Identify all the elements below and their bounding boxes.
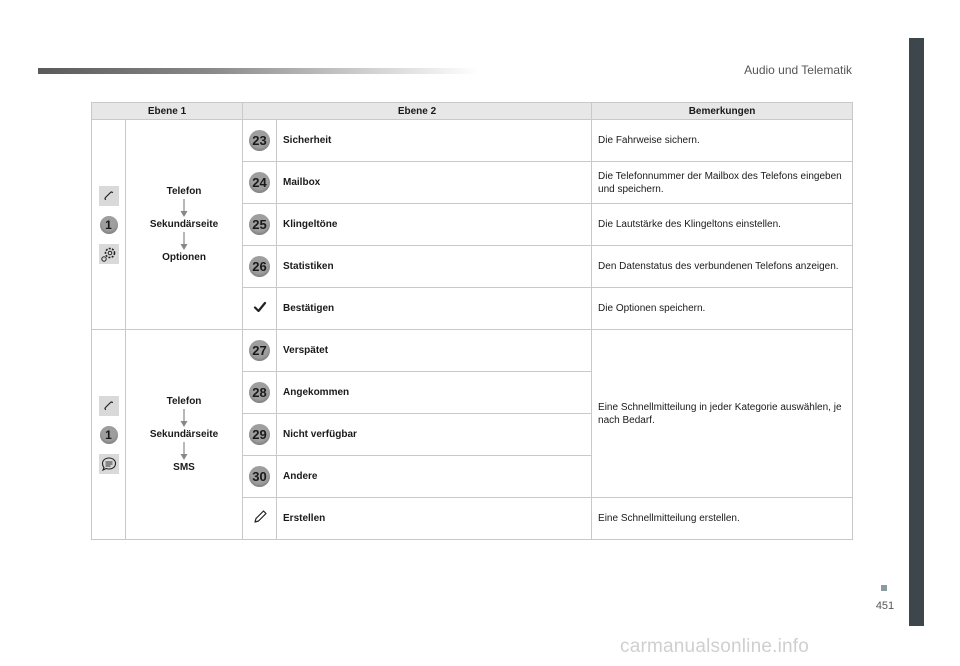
phone-icon — [99, 186, 119, 206]
menu-item-label: Andere — [277, 456, 592, 498]
menu-item-remark: Die Fahrweise sichern. — [592, 120, 853, 162]
settings-gear-icon — [99, 244, 119, 264]
path-step-sekundaerseite: Sekundärseite — [149, 219, 219, 230]
menu-number-badge: 25 — [249, 214, 270, 235]
table-row — [92, 120, 853, 162]
menu-item-remark: Den Datenstatus des verbundenen Telefons anzeigen. — [592, 246, 853, 288]
path-step-sekundaerseite: Sekundärseite — [149, 429, 219, 440]
menu-item-label: Statistiken — [277, 246, 592, 288]
menu-item-label: Sicherheit — [277, 120, 592, 162]
level1-icons-options — [92, 120, 126, 330]
menu-item-label: Bestätigen — [277, 288, 592, 330]
path-step-sms: SMS — [173, 462, 195, 473]
section-title: Audio und Telematik — [744, 63, 852, 77]
header-gradient-bar — [38, 68, 478, 74]
level1-icons-sms — [92, 330, 126, 540]
arrow-down-icon — [179, 407, 189, 429]
menu-number-badge: 28 — [249, 382, 270, 403]
phone-icon — [99, 396, 119, 416]
menu-path-options — [126, 120, 243, 330]
path-step-telefon: Telefon — [166, 396, 202, 407]
column-header-ebene1: Ebene 1 — [92, 103, 243, 120]
menu-table — [91, 102, 853, 540]
menu-item-remark-shared: Eine Schnellmitteilung in jeder Kategorie auswählen, je nach Bedarf. — [592, 330, 853, 498]
side-tab-strip — [909, 38, 924, 626]
menu-number-badge: 26 — [249, 256, 270, 277]
menu-item-remark: Die Optionen speichern. — [592, 288, 853, 330]
menu-item-label: Klingeltöne — [277, 204, 592, 246]
path-step-telefon: Telefon — [166, 186, 202, 197]
path-step-optionen: Optionen — [162, 252, 206, 263]
arrow-down-icon — [179, 230, 189, 252]
level1-badge: 1 — [100, 216, 118, 234]
column-header-bemerkungen: Bemerkungen — [592, 103, 853, 120]
menu-path-sms — [126, 330, 243, 540]
menu-number-badge: 27 — [249, 340, 270, 361]
menu-item-label: Verspätet — [277, 330, 592, 372]
menu-number-badge: 24 — [249, 172, 270, 193]
menu-number-badge: 29 — [249, 424, 270, 445]
level1-badge: 1 — [100, 426, 118, 444]
menu-item-label: Erstellen — [277, 498, 592, 540]
table-header-row — [92, 103, 853, 120]
menu-item-remark: Die Telefonnummer der Mailbox des Telefons eingeben und speichern. — [592, 162, 853, 204]
page-marker — [881, 585, 887, 591]
menu-item-remark: Die Lautstärke des Klingeltons einstellen. — [592, 204, 853, 246]
message-icon — [99, 454, 119, 474]
arrow-down-icon — [179, 197, 189, 219]
pencil-icon — [252, 509, 268, 525]
column-header-ebene2: Ebene 2 — [243, 103, 592, 120]
menu-item-label: Angekommen — [277, 372, 592, 414]
menu-number-badge: 30 — [249, 466, 270, 487]
watermark: carmanualsonline.info — [620, 636, 810, 657]
table-row — [92, 330, 853, 372]
page-number: 451 — [875, 600, 895, 612]
menu-item-label: Nicht verfügbar — [277, 414, 592, 456]
arrow-down-icon — [179, 440, 189, 462]
menu-item-remark: Eine Schnellmitteilung erstellen. — [592, 498, 853, 540]
menu-item-label: Mailbox — [277, 162, 592, 204]
check-icon — [253, 300, 267, 314]
menu-number-badge: 23 — [249, 130, 270, 151]
